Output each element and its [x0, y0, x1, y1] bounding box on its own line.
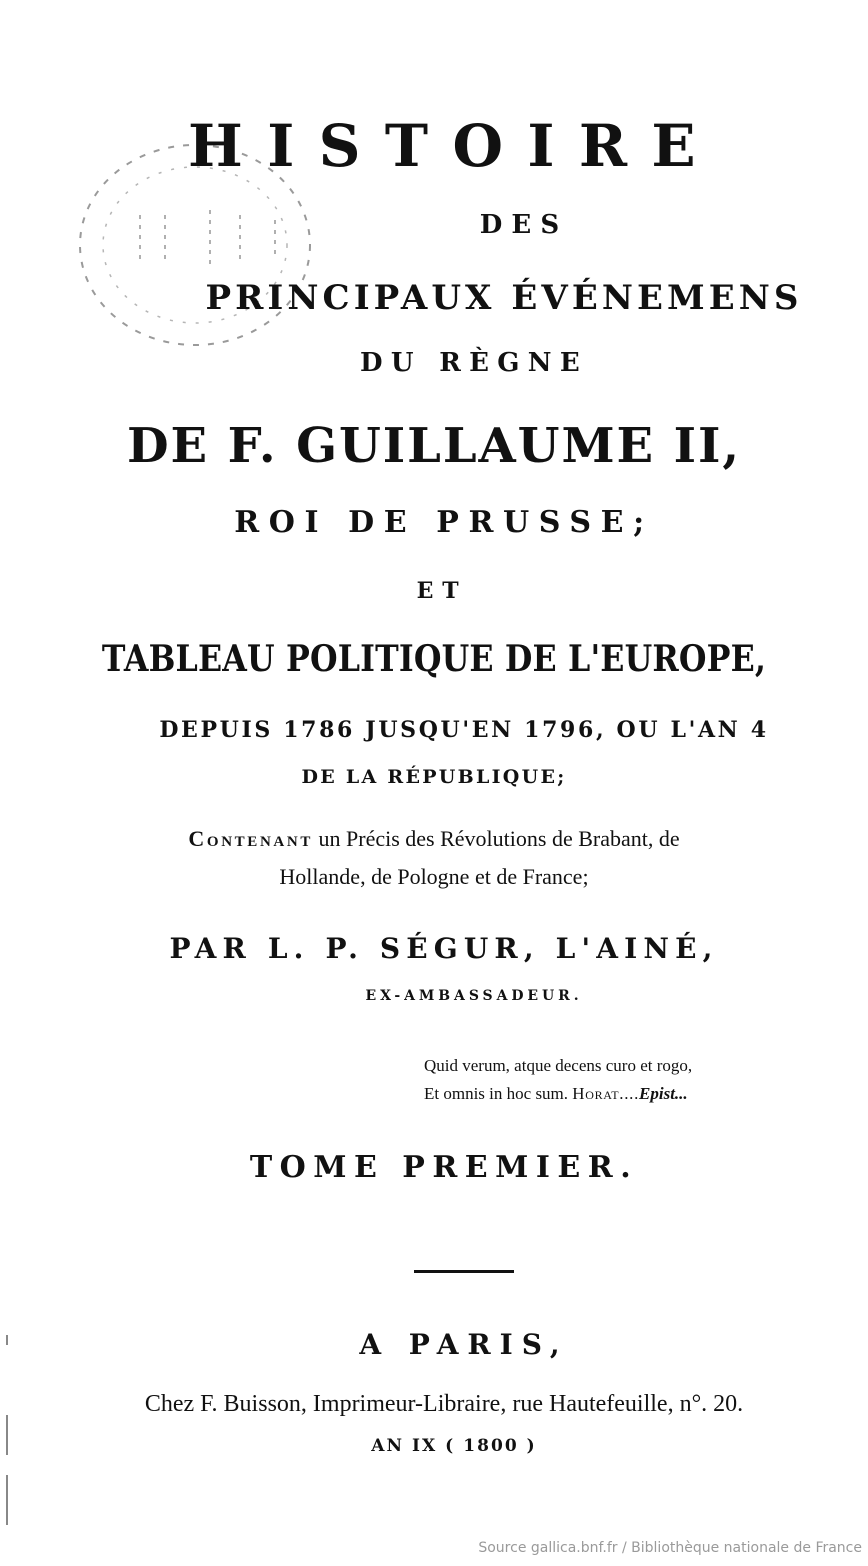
main-title: HISTOIRE	[188, 112, 720, 180]
date-range: DEPUIS 1786 JUSQU'EN 1796, OU L'AN 4	[159, 717, 769, 743]
scan-edge-mark	[6, 1415, 8, 1455]
title-et: ET	[416, 578, 468, 604]
imprint-year: AN IX ( 1800 )	[371, 1436, 537, 1456]
contenant-word: Contenant	[188, 826, 314, 851]
republique: DE LA RÉPUBLIQUE;	[301, 766, 567, 788]
title-du-regne: DU RÈGNE	[359, 348, 589, 378]
divider-rule	[414, 1270, 514, 1273]
title-principaux: PRINCIPAUX ÉVÉNEMENS	[205, 278, 803, 318]
motto-epist: Epist...	[639, 1084, 688, 1103]
scan-edge-mark	[6, 1475, 8, 1525]
author-role: EX-AMBASSADEUR.	[365, 988, 583, 1004]
motto-horat: Horat....	[572, 1084, 640, 1103]
volume-label: TOME PREMIER.	[249, 1150, 639, 1185]
title-tableau: TABLEAU POLITIQUE DE L'EUROPE,	[101, 638, 767, 680]
title-des: DES	[479, 210, 569, 240]
scan-edge-mark	[6, 1335, 8, 1345]
title-king: DE F. GUILLAUME II,	[126, 418, 742, 474]
imprint-publisher: Chez F. Buisson, Imprimeur-Libraire, rue Hautefeuille, n°. 20.	[144, 1391, 744, 1417]
imprint-city: A PARIS,	[359, 1328, 569, 1361]
title-roi: ROI DE PRUSSE;	[234, 505, 654, 540]
author-line: PAR L. P. SÉGUR, L'AINÉ,	[169, 932, 719, 965]
contenant-rest: un Précis des Révolutions de Brabant, de	[318, 826, 680, 851]
contents-line-1	[0, 826, 868, 852]
motto-line-2	[424, 1084, 688, 1104]
source-credit: Source gallica.bnf.fr / Bibliothèque nationale de France	[478, 1540, 862, 1556]
motto-line-1: Quid verum, atque decens curo et rogo,	[424, 1056, 693, 1075]
contents-line-2: Hollande, de Pologne et de France;	[279, 864, 589, 889]
motto-text: Et omnis in hoc sum.	[424, 1084, 569, 1103]
